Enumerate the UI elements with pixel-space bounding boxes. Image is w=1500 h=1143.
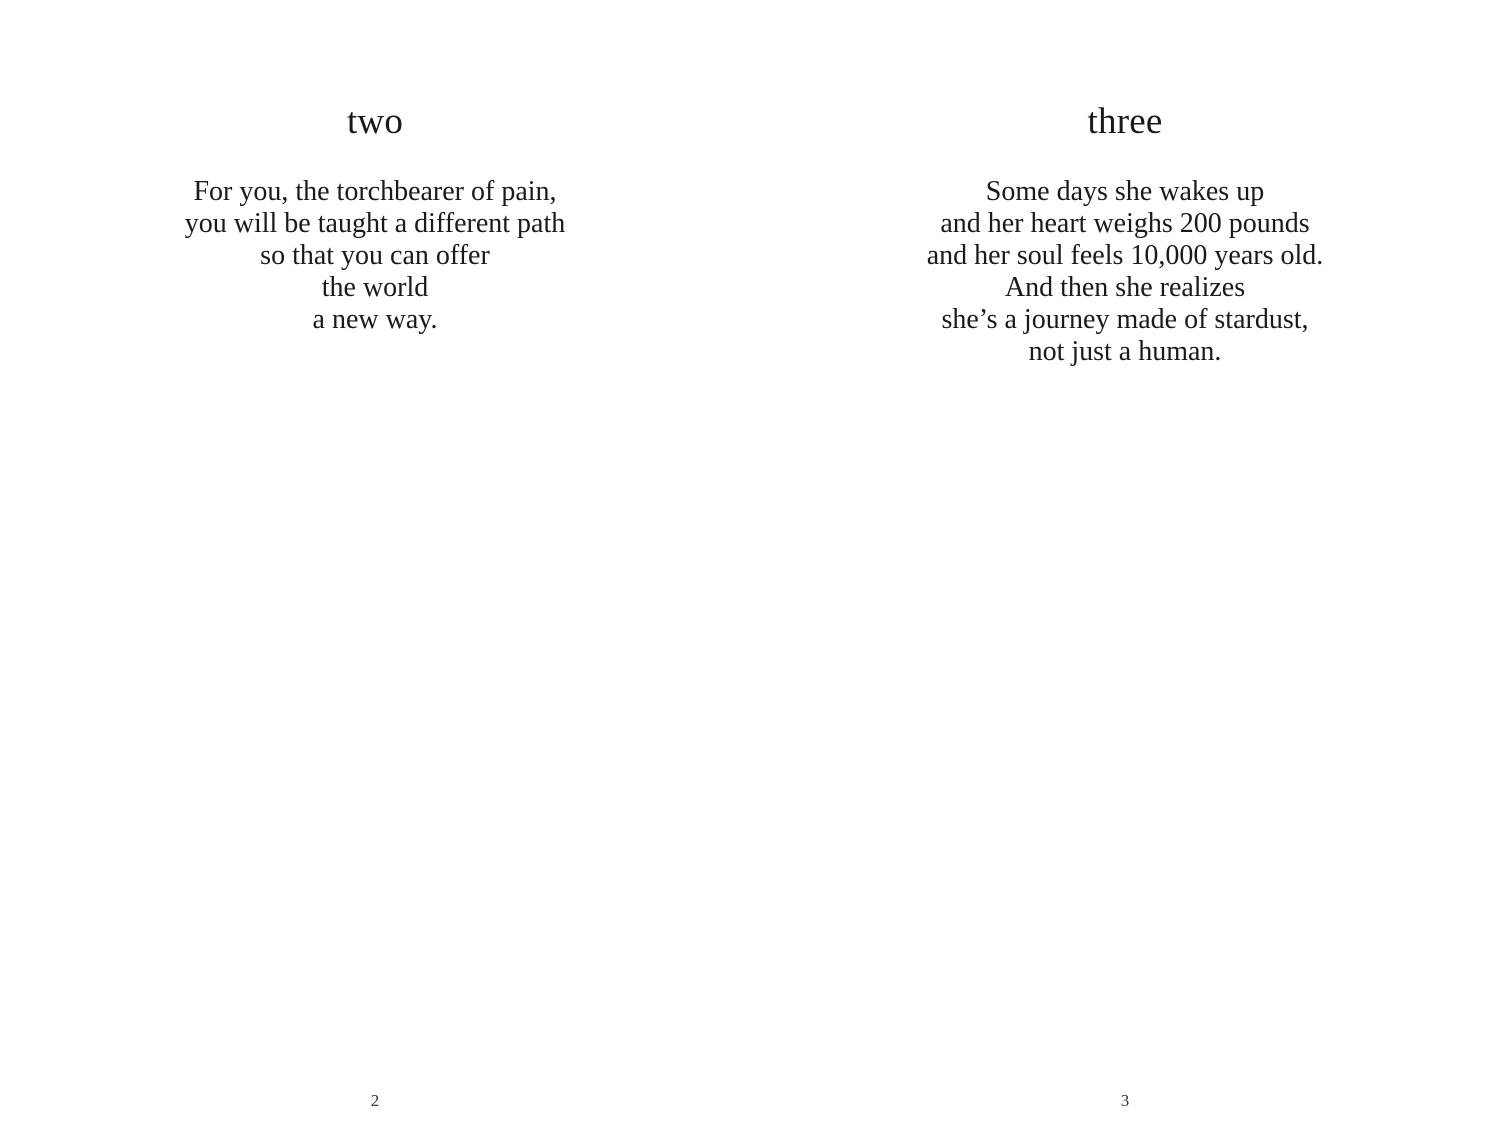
- poem-title: two: [346, 101, 404, 142]
- poem-body: [0, 176, 750, 336]
- poem-body: [750, 176, 1500, 368]
- poem-line: And then she realizes: [1004, 272, 1246, 303]
- poem-line: a new way.: [312, 304, 438, 335]
- poem-line: you will be taught a different path: [184, 208, 566, 239]
- poem-line: and her heart weighs 200 pounds: [940, 208, 1310, 239]
- poem-line: she’s a journey made of stardust,: [941, 304, 1309, 335]
- poem-line: the world: [321, 272, 429, 303]
- poem-line: and her soul feels 10,000 years old.: [926, 240, 1324, 271]
- page-number: 2: [370, 1091, 380, 1110]
- poem-line: For you, the torchbearer of pain,: [193, 176, 557, 207]
- right-page: [750, 0, 1500, 1143]
- poem-title: three: [1087, 101, 1163, 142]
- poem-line: so that you can offer: [260, 240, 490, 271]
- page-number: 3: [1120, 1091, 1130, 1110]
- poem-line: Some days she wakes up: [985, 176, 1265, 207]
- poem-line: not just a human.: [1028, 336, 1222, 367]
